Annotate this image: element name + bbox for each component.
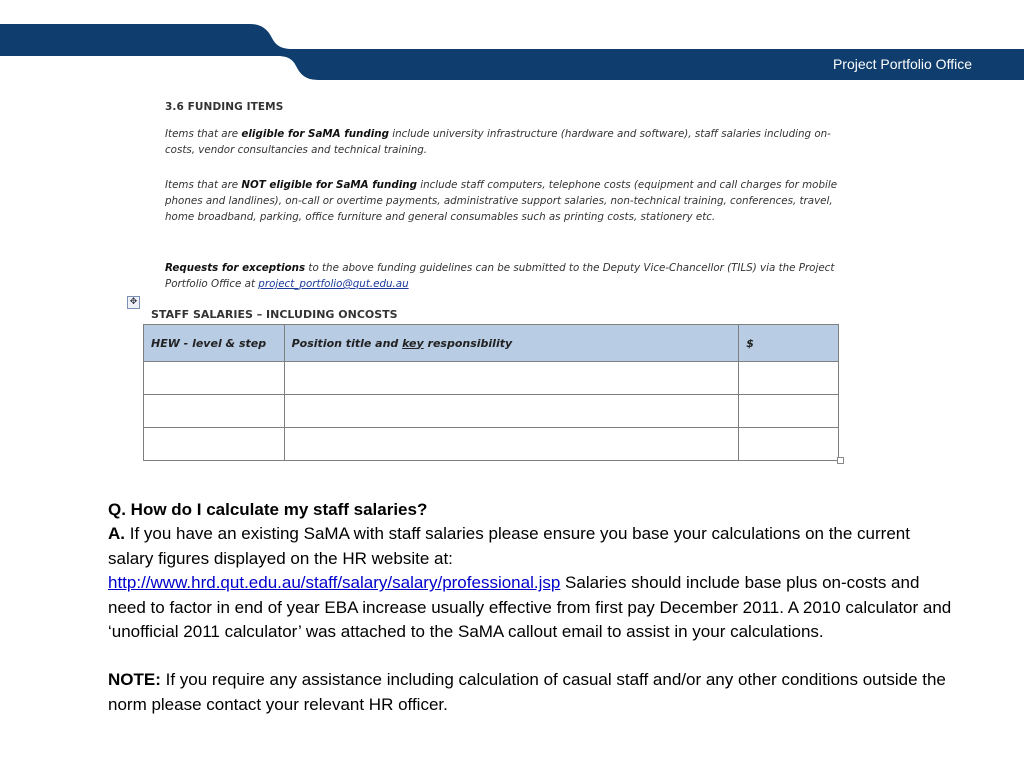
table-resize-handle[interactable] — [837, 457, 844, 464]
not-eligible-paragraph: Items that are NOT eligible for SaMA funding include staff computers, telephone costs (equipment and call charges for mobile phones and landlines), on-call or overtime payments, administrative support salaries, non-technical training, conferences, travel, home broadband, parking, office furniture and general consumables such as printing costs, stationery etc. — [165, 179, 838, 223]
document-snippet — [127, 97, 852, 469]
table-cell — [144, 395, 285, 428]
header-position: Position title and key responsibility — [284, 325, 739, 362]
header-amount: $ — [739, 325, 839, 362]
table-cell — [284, 428, 739, 461]
table-row — [144, 362, 839, 395]
header-band — [0, 0, 1024, 90]
exceptions-paragraph: Requests for exceptions to the above funding guidelines can be submitted to the Deputy Vice-Chancellor (TILS) via the Project Portfolio Office at project_portfolio@qut.edu.au — [165, 262, 835, 290]
table-header-row — [144, 325, 839, 362]
eligible-paragraph: Items that are eligible for SaMA funding include university infrastructure (hardware and software), staff salaries including on-costs, vendor consultancies and technical training. — [165, 128, 831, 156]
email-link[interactable]: project_portfolio@qut.edu.au — [258, 278, 409, 290]
table-cell — [739, 362, 839, 395]
salary-link[interactable]: http://www.hrd.qut.edu.au/staff/salary/salary/professional.jsp — [108, 573, 561, 593]
note: NOTE: If you require any assistance including calculation of casual staff and/or any other conditions outside the norm please contact your relevant HR officer. — [108, 670, 946, 714]
staff-salaries-table — [143, 324, 839, 461]
section-heading: 3.6 FUNDING ITEMS — [165, 101, 284, 113]
table-move-handle-icon[interactable]: ✥ — [127, 296, 140, 309]
header-hew-level: HEW - level & step — [144, 325, 285, 362]
answer: A. If you have an existing SaMA with staff salaries please ensure you base your calculations on the current salary figures displayed on the HR website at: http://www.hrd.qut.edu.au/staff/salary/salary/professional.jsp Salaries should include base plus on-costs and need to factor in end of year EBA increase usually effective from first pay December 2011. A 2010 calculator and ‘unofficial 2011 calculator’ was attached to the SaMA callout email to assist in your calculations. — [108, 524, 952, 642]
table-row — [144, 395, 839, 428]
table-cell — [739, 428, 839, 461]
question: Q. How do I calculate my staff salaries? — [108, 500, 428, 519]
qa-section — [108, 498, 958, 717]
table-cell — [284, 362, 739, 395]
header-title: Project Portfolio Office — [832, 56, 972, 72]
table-cell — [284, 395, 739, 428]
table-caption: STAFF SALARIES – INCLUDING ONCOSTS — [151, 308, 398, 321]
table-cell — [144, 362, 285, 395]
table-cell — [739, 395, 839, 428]
table-cell — [144, 428, 285, 461]
table-row — [144, 428, 839, 461]
